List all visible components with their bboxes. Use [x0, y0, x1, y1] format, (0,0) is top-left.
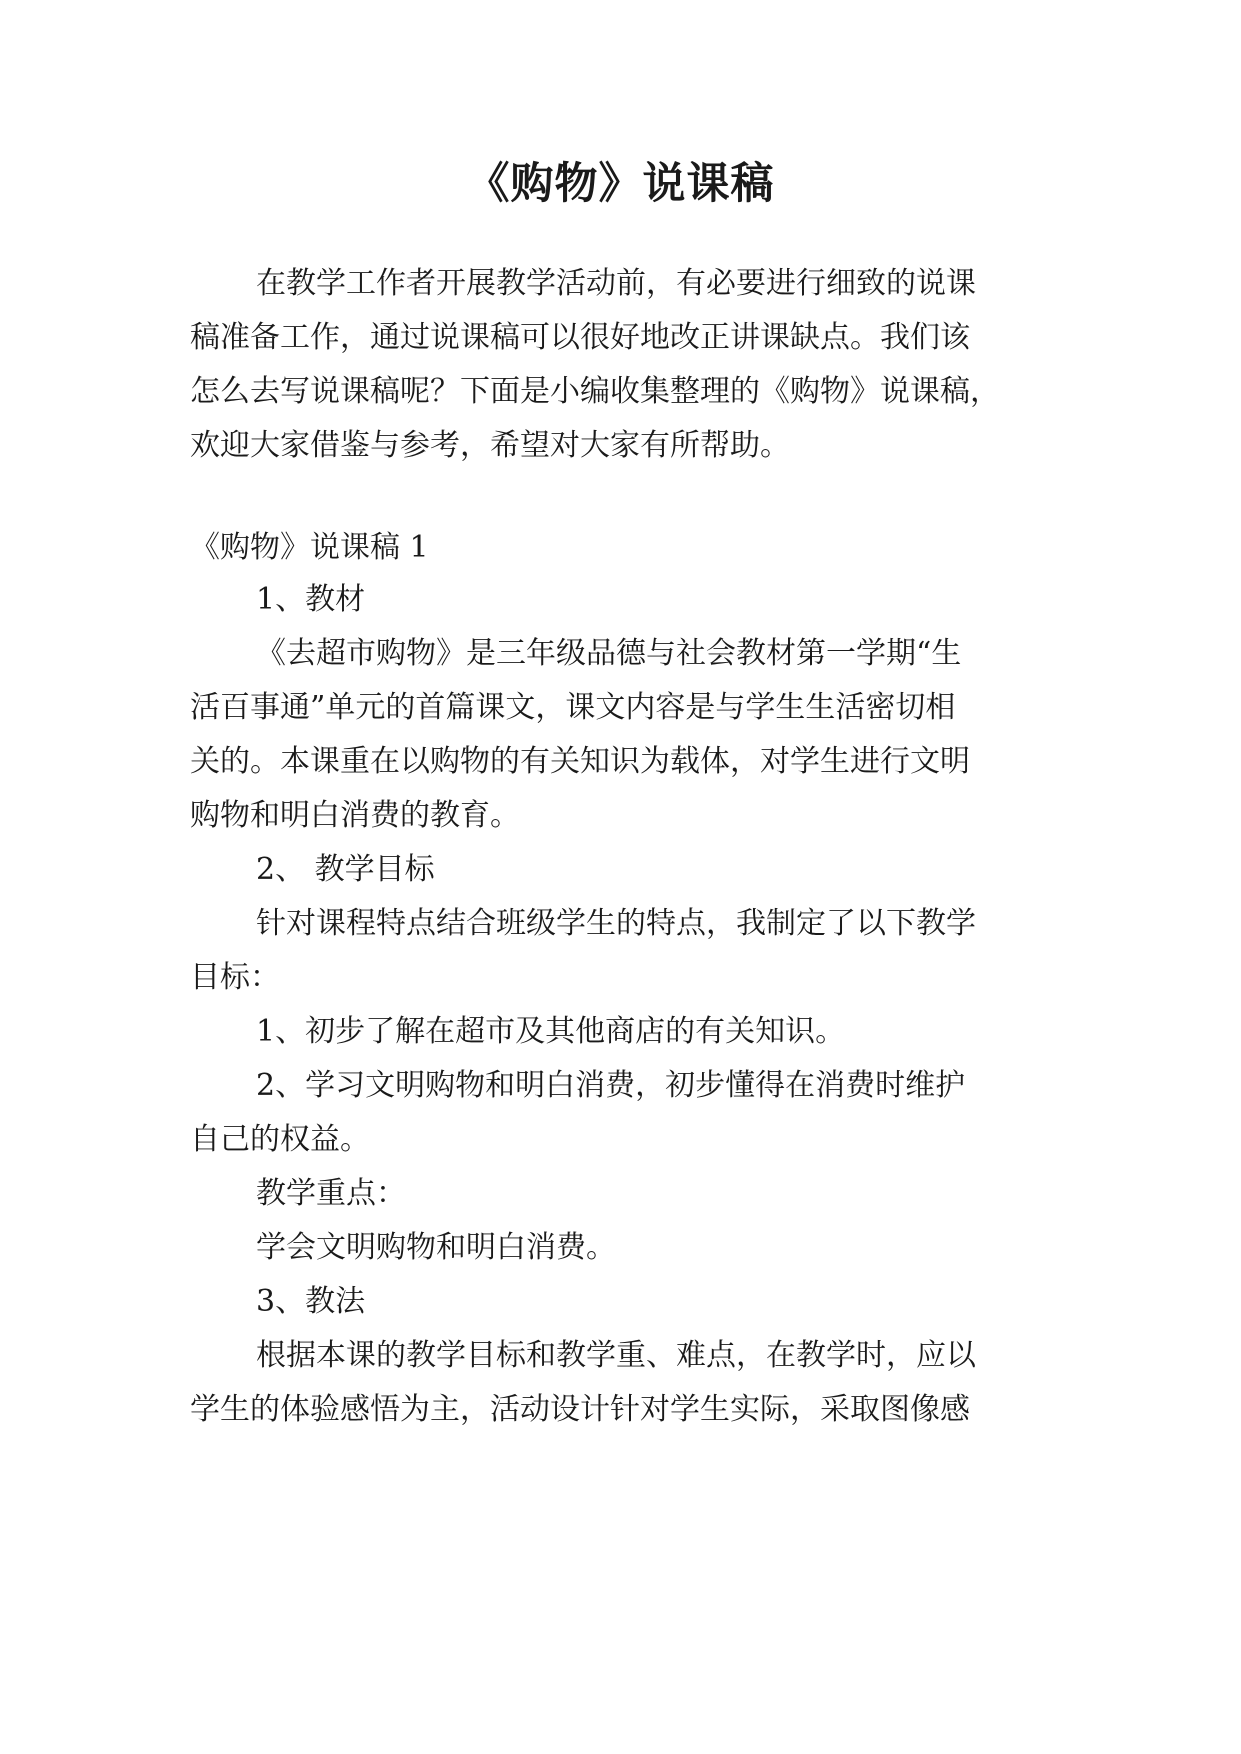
document-title: 《购物》说课稿: [466, 159, 775, 209]
body-line-7: 针对课程特点结合班级学生的特点，我制定了以下教学: [256, 906, 976, 941]
body-line-16: 学生的体验感悟为主，活动设计针对学生实际，采取图像感: [190, 1392, 970, 1427]
body-line-1: 1、教材: [256, 582, 366, 617]
body-line-10: 2、学习文明购物和明白消费，初步懂得在消费时维护: [256, 1068, 966, 1103]
section-heading: 《购物》说课稿 1: [190, 530, 429, 565]
body-line-13: 学会文明购物和明白消费。: [256, 1230, 616, 1265]
body-line-2: 《去超市购物》是三年级品德与社会教材第一学期“生: [256, 636, 962, 671]
body-line-9: 1、初步了解在超市及其他商店的有关知识。: [256, 1014, 846, 1049]
body-line-3: 活百事通”单元的首篇课文，课文内容是与学生生活密切相: [190, 690, 956, 725]
body-line-12: 教学重点：: [256, 1176, 406, 1211]
body-line-11: 自己的权益。: [190, 1122, 370, 1157]
body-line-8: 目标：: [190, 960, 280, 995]
intro-line-4: 欢迎大家借鉴与参考，希望对大家有所帮助。: [190, 428, 790, 463]
intro-line-2: 稿准备工作，通过说课稿可以很好地改正讲课缺点。我们该: [190, 320, 970, 355]
body-line-15: 根据本课的教学目标和教学重、难点，在教学时，应以: [256, 1338, 976, 1373]
body-line-6: 2、 教学目标: [256, 852, 435, 887]
intro-line-1: 在教学工作者开展教学活动前，有必要进行细致的说课: [256, 266, 976, 301]
intro-line-3: 怎么去写说课稿呢？下面是小编收集整理的《购物》说课稿，: [190, 374, 1000, 409]
body-line-5: 购物和明白消费的教育。: [190, 798, 520, 833]
body-line-14: 3、教法: [256, 1284, 366, 1319]
body-line-4: 关的。本课重在以购物的有关知识为载体，对学生进行文明: [190, 744, 970, 779]
